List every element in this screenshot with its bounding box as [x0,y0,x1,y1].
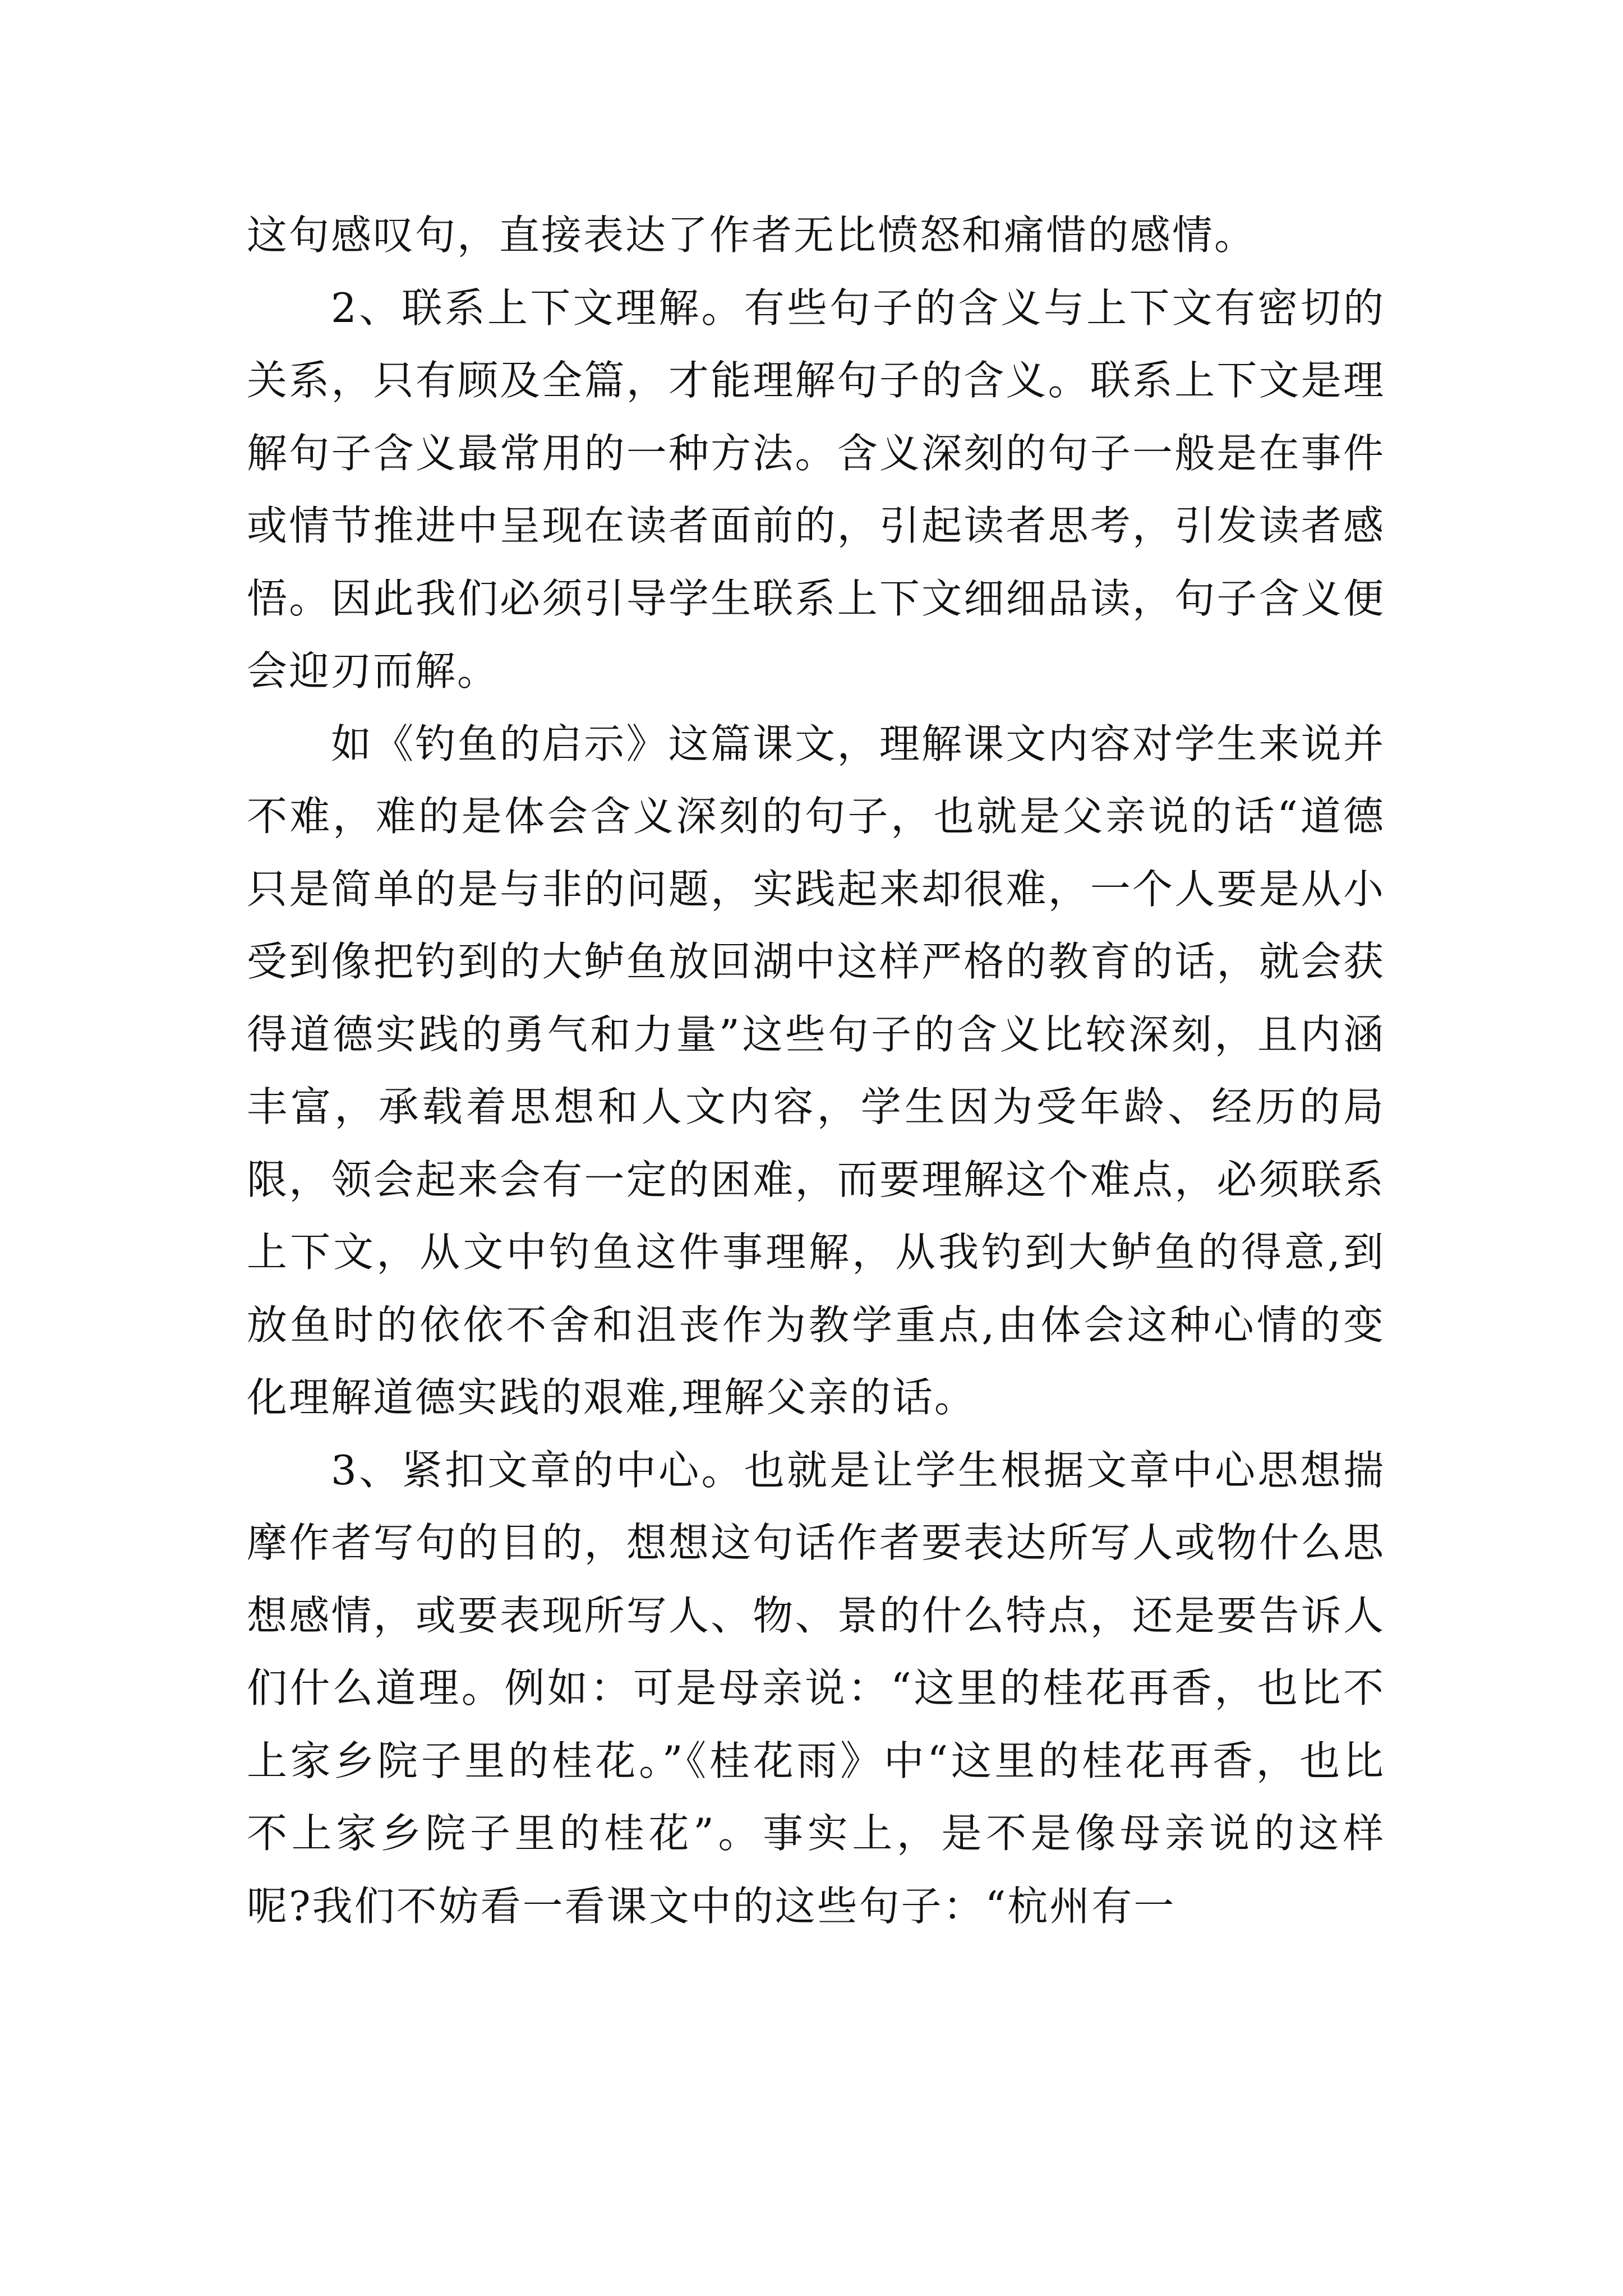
paragraph-3: 如《钓鱼的启示》这篇课文，理解课文内容对学生来说并不难，难的是体会含义深刻的句子，也就是父亲说的话“道德只是简单的是与非的问题，实践起来却很难，一个人要是从小受到像把钓到的大鲈鱼放回湖中这样严格的教育的话，就会获得道德实践的勇气和力量”这些句子的含义比较深刻，且内涵丰富，承载着思想和人文内容，学生因为受年龄、经历的局限，领会起来会有一定的困难，而要理解这个难点，必须联系上下文，从文中钓鱼这件事理解，从我钓到大鲈鱼的得意,到放鱼时的依依不舍和沮丧作为教学重点,由体会这种心情的变化理解道德实践的艰难,理解父亲的话。 [247,720,1385,1421]
body-text [247,199,1385,1943]
paragraph-2: 2、联系上下文理解。有些句子的含义与上下文有密切的关系，只有顾及全篇，才能理解句子的含义。联系上下文是理解句子含义最常用的一种方法。含义深刻的句子一般是在事件或情节推进中呈现在读者面前的，引起读者思考，引发读者感悟。因此我们必须引导学生联系上下文细细品读，句子含义便会迎刃而解。 [247,284,1385,694]
paragraph-4: 3、紧扣文章的中心。也就是让学生根据文章中心思想揣摩作者写句的目的，想想这句话作者要表达所写人或物什么思想感情，或要表现所写人、物、景的什么特点，还是要告诉人们什么道理。例如：可是母亲说：“这里的桂花再香，也比不上家乡院子里的桂花。”《桂花雨》中“这里的桂花再香，也比不上家乡院子里的桂花”。事实上，是不是像母亲说的这样呢?我们不妨看一看课文中的这些句子：“杭州有一 [247,1446,1385,1930]
paragraph-1: 这句感叹句，直接表达了作者无比愤怒和痛惜的感情。 [247,211,1257,259]
